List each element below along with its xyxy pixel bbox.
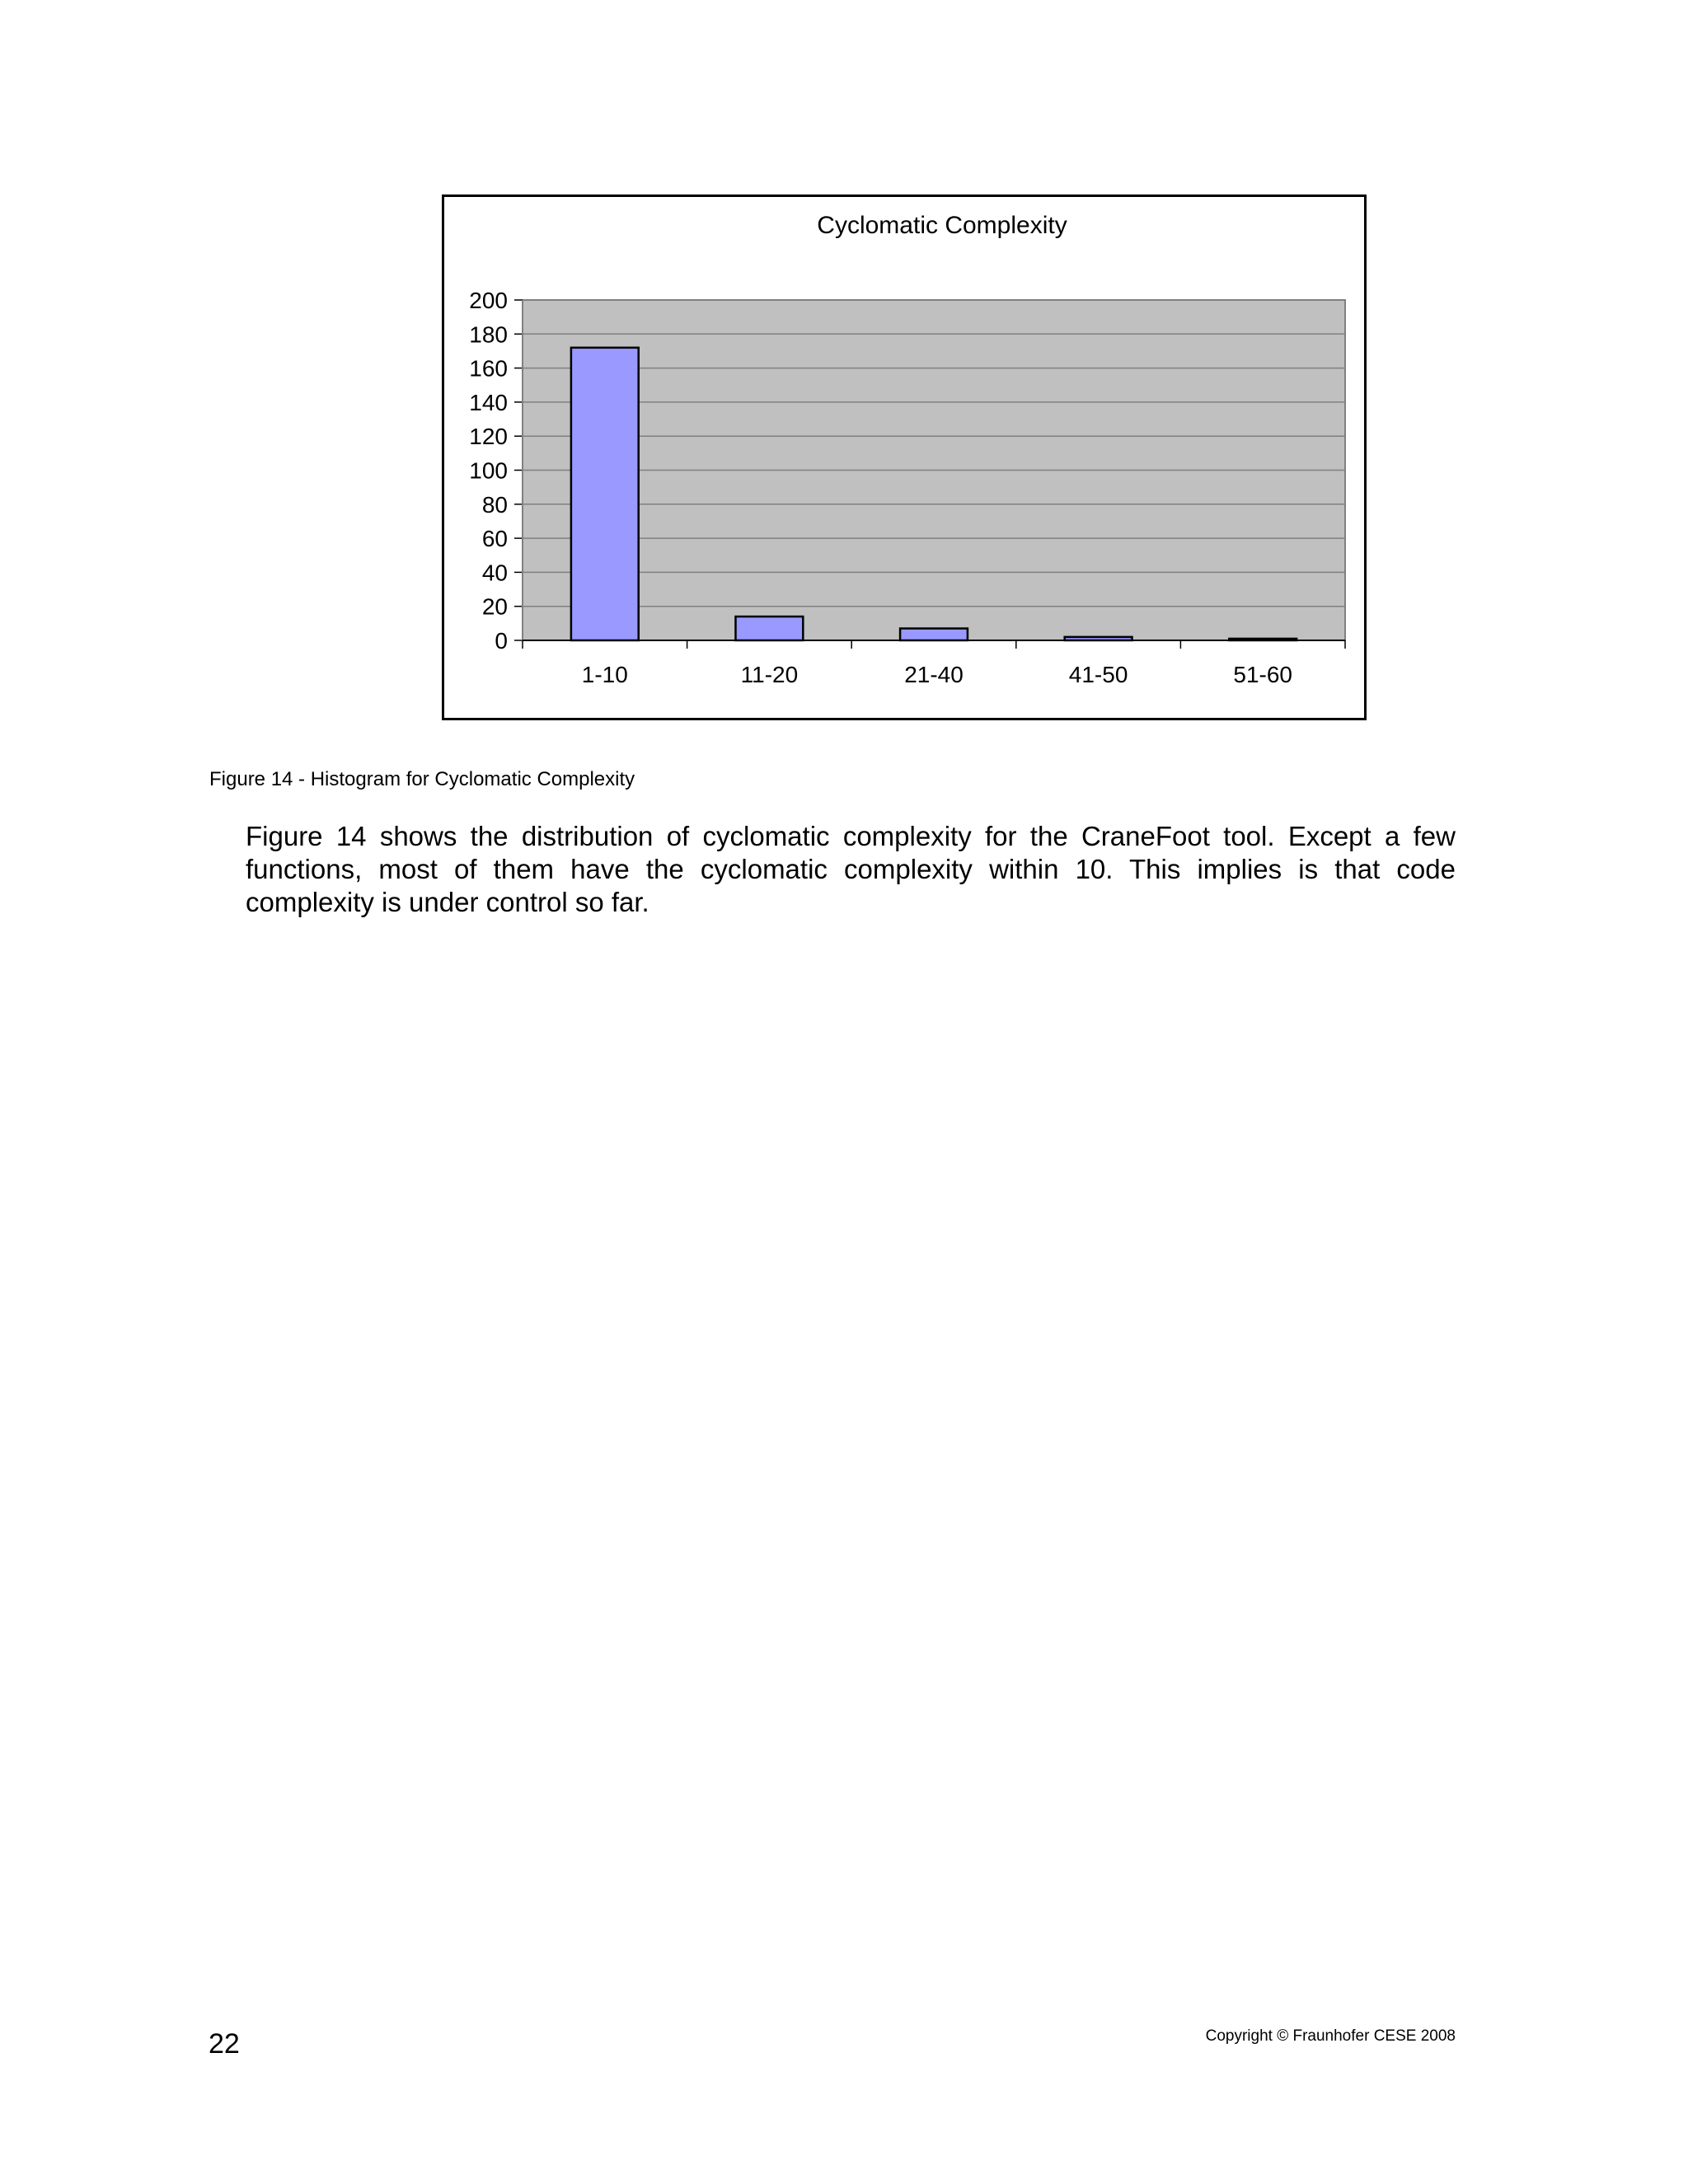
bar [571, 348, 639, 640]
x-tick-label: 51-60 [1233, 662, 1293, 687]
y-tick-label: 60 [481, 526, 508, 552]
y-tick-label: 200 [469, 288, 508, 313]
x-tick-label: 41-50 [1068, 662, 1128, 687]
bar [735, 616, 803, 640]
copyright-notice: Copyright © Fraunhofer CESE 2008 [1205, 2027, 1456, 2045]
body-paragraph: Figure 14 shows the distribution of cyclomatic complexity for the CraneFoot tool. Except a few functions, most of them have the cyclomatic complexity within 10. This implies is that code complexity is under control so far. [246, 821, 1456, 917]
x-tick-label: 1-10 [581, 662, 628, 687]
y-tick-label: 100 [469, 457, 508, 484]
histogram-chart [444, 197, 1364, 718]
y-tick-label: 140 [469, 389, 508, 415]
chart-frame [442, 194, 1367, 720]
y-tick-label: 160 [469, 355, 508, 382]
y-tick-label: 80 [481, 491, 508, 518]
x-tick-label: 21-40 [904, 662, 964, 687]
x-tick-label: 11-20 [740, 662, 799, 687]
bar [900, 629, 968, 640]
y-tick-label: 120 [469, 424, 508, 450]
y-tick-label: 20 [481, 593, 508, 620]
chart-title: Cyclomatic Complexity [817, 212, 1067, 239]
y-tick-label: 40 [481, 560, 508, 586]
y-tick-label: 0 [495, 628, 508, 654]
y-tick-label: 180 [469, 321, 508, 348]
page-number: 22 [209, 2028, 240, 2060]
figure-caption: Figure 14 - Histogram for Cyclomatic Complexity [209, 768, 635, 790]
